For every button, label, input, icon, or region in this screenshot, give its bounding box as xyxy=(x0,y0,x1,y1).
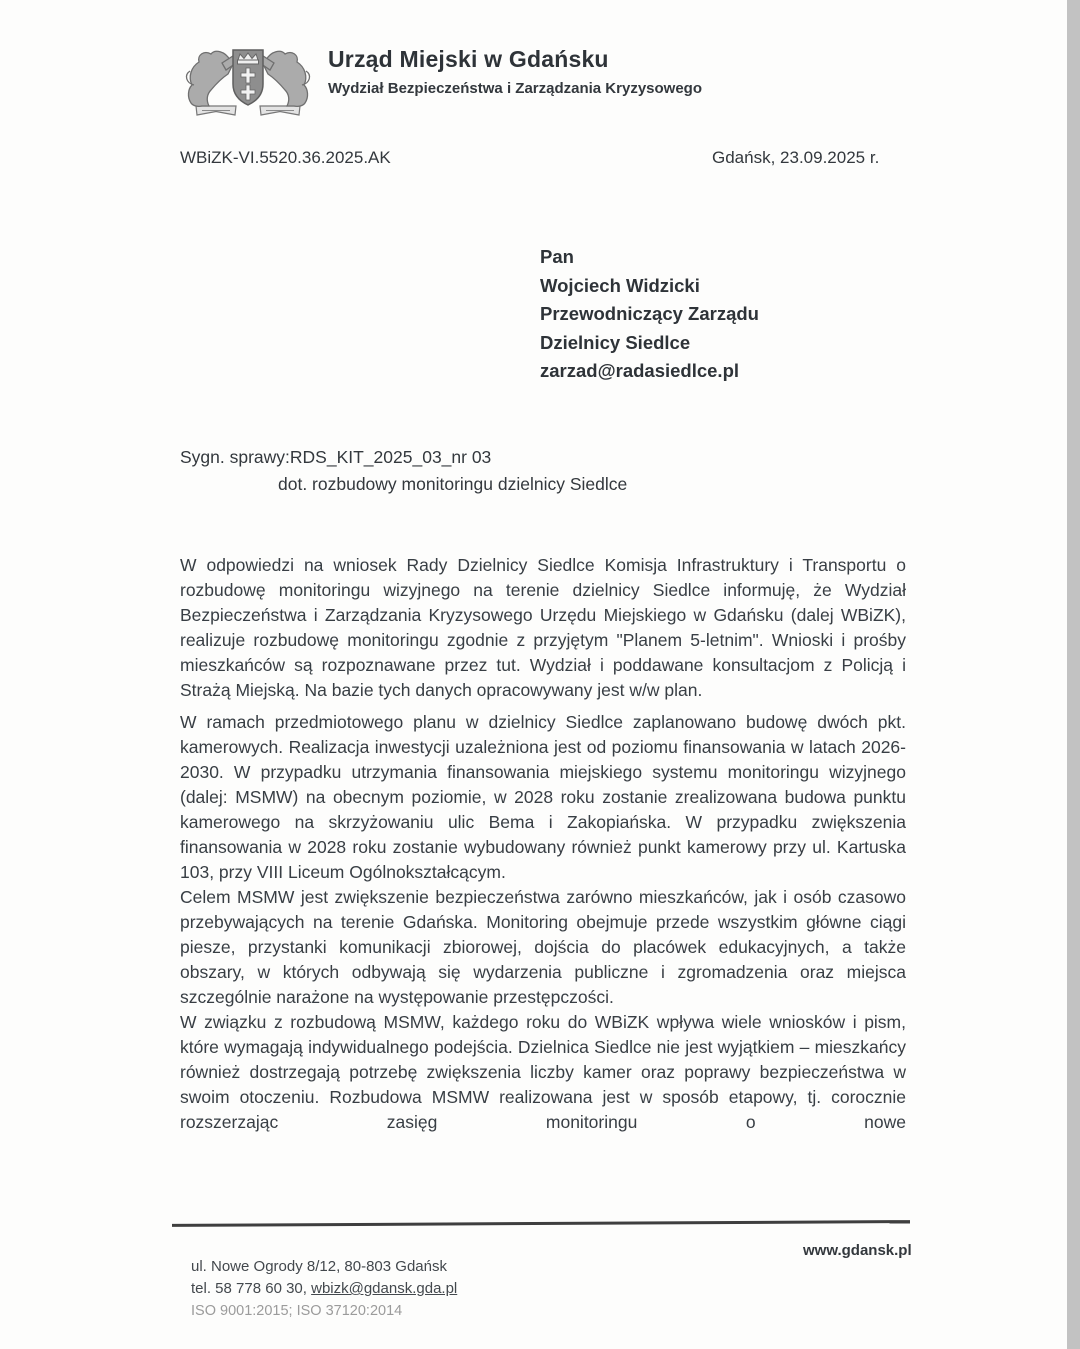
paragraph-2: W ramach przedmiotowego planu w dzielnicy Siedlce zaplanowano budowę dwóch pkt. kamerowych. Realizacja inwestycji uzależniona jest od poziomu finansowania w latach 2026-2030. W przypadku utrzymania finansowania miejskiego systemu monitoringu wizyjnego (dalej: MSMW) na obecnym poziomie, w 2028 roku zostanie zrealizowana budowa punktu kamerowego na skrzyżowaniu ulic Bema i Zakopiańska. W przypadku zwiększenia finansowania w 2028 roku zostanie wybudowany również punkt kamerowy przy ul. Kartuska 103, przy VIII Liceum Ogólnokształcącym. xyxy=(180,712,906,882)
case-reference xyxy=(180,444,627,498)
footer-website: www.gdansk.pl xyxy=(803,1242,912,1259)
recipient-block xyxy=(540,243,759,386)
letterhead xyxy=(178,36,702,120)
footer-phone-line xyxy=(191,1278,457,1300)
footer-phone: tel. 58 778 60 30, xyxy=(191,1280,312,1297)
recipient-email: zarzad@radasiedlce.pl xyxy=(540,360,740,381)
department-name: Wydział Bezpieczeństwa i Zarządzania Kryzysowego xyxy=(328,80,703,97)
footer-address: ul. Nowe Ogrody 8/12, 80-803 Gdańsk xyxy=(191,1258,447,1275)
org-name: Urząd Miejski w Gdańsku xyxy=(328,46,609,72)
case-subject: dot. rozbudowy monitoringu dzielnicy Siedlce xyxy=(278,474,628,494)
case-label: Sygn. sprawy: xyxy=(180,447,290,467)
recipient-name: Wojciech Widzicki xyxy=(540,274,700,296)
footer-iso-certs: ISO 9001:2015; ISO 37120:2014 xyxy=(191,1303,403,1319)
scan-edge-strip xyxy=(1067,0,1080,1349)
paragraph-4: W związku z rozbudową MSMW, każdego roku do WBiZK wpływa wiele wniosków i pism, które wymagają indywidualnego podejścia. Dzielnica Siedlce nie jest wyjątkiem – mieszkańcy również dostrzegają potrzebę zwiększenia liczby kamer oraz poprawy bezpieczeństwa w swoim otoczeniu. Rozbudowa MSMW realizowana jest w sposób etapowy, tj. corocznie rozszerzając zasięg monitoringu o nowe xyxy=(180,1012,906,1132)
recipient-district: Dzielnicy Siedlce xyxy=(540,331,691,353)
footer-contact xyxy=(191,1256,457,1322)
case-number-line xyxy=(180,444,627,471)
letter-body xyxy=(180,553,906,1135)
footer-email: wbizk@gdansk.gda.pl xyxy=(311,1280,458,1297)
recipient-title: Przewodniczący Zarządu xyxy=(540,303,759,324)
gdansk-coat-of-arms-icon xyxy=(178,36,318,120)
place-and-date: Gdańsk, 23.09.2025 r. xyxy=(712,148,880,167)
footer-divider-line xyxy=(172,1220,910,1226)
case-number: RDS_KIT_2025_03_nr 03 xyxy=(289,447,492,467)
reference-number: WBiZK-VI.5520.36.2025.AK xyxy=(180,148,391,167)
recipient-salutation: Pan xyxy=(540,246,574,267)
letterhead-text xyxy=(328,36,702,97)
paragraph-3: Celem MSMW jest zwiększenie bezpieczeństwa zarówno mieszkańców, jak i osób czasowo przebywających na terenie Gdańska. Monitoring obejmuje przede wszystkim główne ciągi piesze, przystanki komunikacji zbiorowej, dojścia do placówek edukacyjnych, a także obszary, w których odbywają się wydarzenia publiczne i zgromadzenia oraz miejsca szczególnie narażone na występowanie przestępczości. xyxy=(180,887,906,1007)
paragraph-1: W odpowiedzi na wniosek Rady Dzielnicy Siedlce Komisja Infrastruktury i Transportu o rozbudowę monitoringu wizyjnego na terenie dzielnicy Siedlce informuję, że Wydział Bezpieczeństwa i Zarządzania Kryzysowego Urzędu Miejskiego w Gdańsku (dalej WBiZK), realizuje rozbudowę monitoringu zgodnie z przyjętym "Planem 5-letnim". Wnioski i prośby mieszkańców są rozpoznawane przez tut. Wydział i poddawane konsultacjom z Policją i Strażą Miejską. Na bazie tych danych opracowywany jest w/w plan. xyxy=(180,555,906,700)
